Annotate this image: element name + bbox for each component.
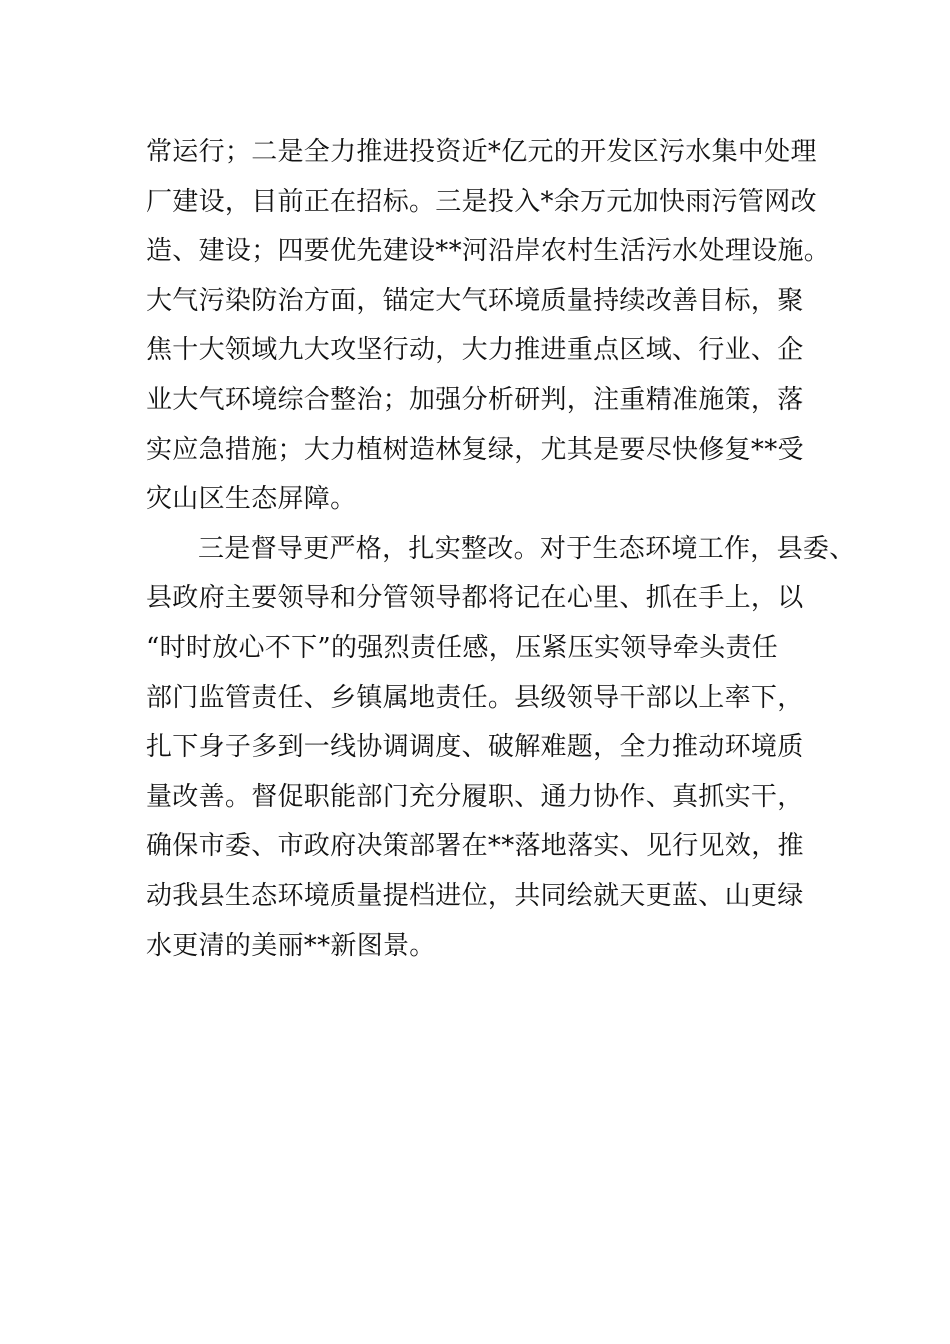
text-line: 县政府主要领导和分管领导都将记在心里、抓在手上，以 — [146, 583, 804, 614]
text-line: 扎下身子多到一线协调调度、破解难题，全力推动环境质 — [146, 732, 804, 763]
text-line: 动我县生态环境质量提档进位，共同绘就天更蓝、山更绿 — [146, 880, 804, 911]
text-line: 部门监管责任、乡镇属地责任。县级领导干部以上率下， — [146, 682, 804, 713]
text-line: 实应急措施；大力植树造林复绿，尤其是要尽快修复**受 — [146, 434, 804, 465]
text-line: 业大气环境综合整治；加强分析研判，注重精准施策，落 — [146, 384, 804, 415]
text-line: 灾山区生态屏障。 — [146, 484, 357, 515]
text-line: 厂建设，目前正在招标。三是投入*余万元加快雨污管网改 — [146, 186, 817, 217]
text-line: 常运行；二是全力推进投资近*亿元的开发区污水集中处理 — [146, 137, 817, 167]
text-line: 造、建设；四要优先建设**河沿岸农村生活污水处理设施。 — [146, 236, 831, 267]
text-line: 大气污染防治方面，锚定大气环境质量持续改善目标，聚 — [146, 285, 804, 316]
text-line: 量改善。督促职能部门充分履职、通力协作、真抓实干， — [146, 781, 804, 812]
text-line: “时时放心不下”的强烈责任感，压紧压实领导牵头责任 — [146, 632, 779, 663]
text-line: 水更清的美丽**新图景。 — [146, 930, 436, 961]
body-text — [146, 128, 856, 971]
paragraph-start-line: 三是督导更严格，扎实整改。对于生态环境工作，县委、 — [198, 533, 856, 564]
text-line: 确保市委、市政府决策部署在**落地落实、见行见效，推 — [146, 831, 804, 862]
text-line: 焦十大领域九大攻坚行动，大力推进重点区域、行业、企 — [146, 335, 804, 366]
